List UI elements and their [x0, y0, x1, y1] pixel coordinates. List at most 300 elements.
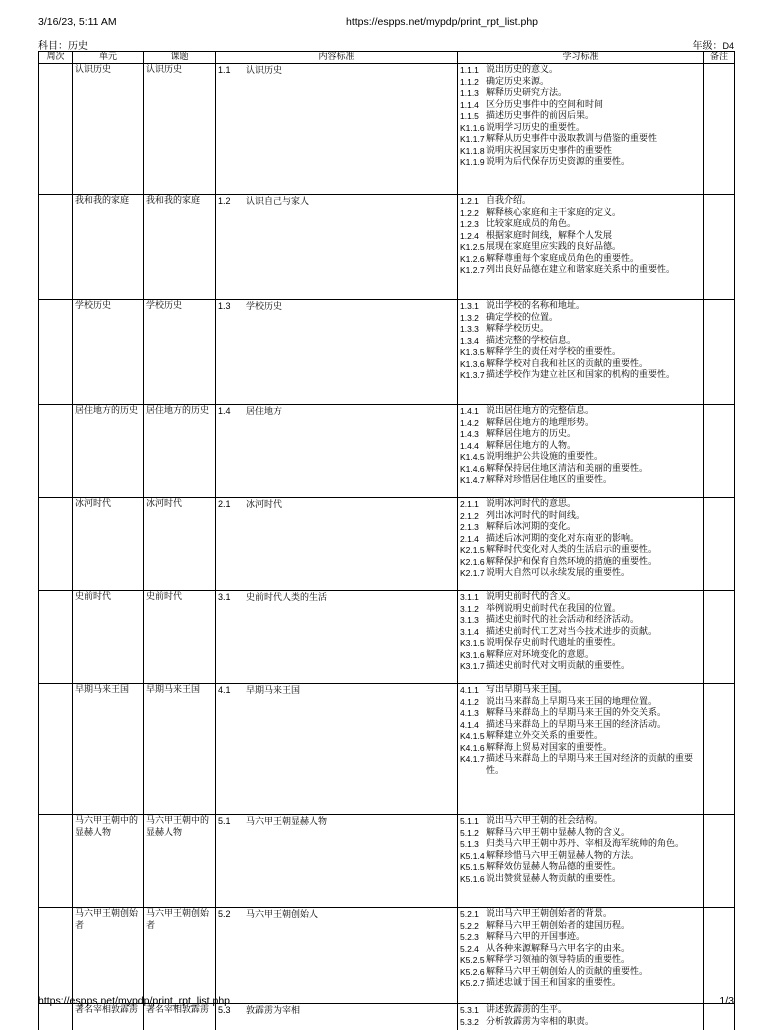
- learning-standard-text: 解释对珍惜居住地区的重要性。: [486, 475, 613, 485]
- table-header-row: [39, 52, 735, 64]
- learning-standard-code: K3.1.7: [460, 661, 485, 671]
- learning-standard-code: 1.2.4: [460, 230, 479, 241]
- learning-standard-text: 描述马来群岛上的早期马来王国对经济的贡献的重要性。: [486, 754, 694, 776]
- content-standard-number: 5.2: [218, 909, 231, 919]
- content-standard-cell: [216, 300, 458, 405]
- learning-standard-item: [460, 909, 701, 921]
- learning-standard-item: [460, 731, 701, 743]
- learning-standard-code: 2.1.3: [460, 522, 479, 532]
- learning-standard-code: 5.3.1: [460, 1005, 479, 1015]
- week-cell: [39, 908, 73, 1004]
- footer-url: https://espps.net/mypdp/print_rpt_list.php: [38, 995, 231, 1007]
- learning-standard-item: [460, 921, 701, 933]
- week-cell: [39, 405, 73, 498]
- learning-standard-text: 解释居住地方的人物。: [486, 440, 577, 451]
- unit-cell: 居住地方的历史: [73, 405, 144, 498]
- learning-standard-item: [460, 301, 701, 313]
- page-number: 1/3: [719, 995, 734, 1007]
- content-standard-number: 5.3: [218, 1005, 231, 1015]
- learning-standard-text: 写出早期马来王国。: [486, 685, 568, 695]
- learning-standard-text: 解释学校对自我和社区的贡献的重要性。: [486, 358, 649, 369]
- content-standard-number: 3.1: [218, 592, 231, 602]
- print-datetime: 3/16/23, 5:11 AM: [38, 16, 117, 28]
- syllabus-table: [38, 51, 735, 1030]
- content-standard-number: 1.3: [218, 301, 231, 311]
- week-cell: [39, 815, 73, 908]
- col-content-standard: 内容标准: [216, 52, 458, 64]
- learning-standard-item: [460, 231, 701, 243]
- learning-standard-item: [460, 77, 701, 89]
- learning-standard-item: [460, 370, 701, 382]
- learning-standard-text: 确定历史来源。: [486, 76, 550, 87]
- learning-standard-code: 3.1.2: [460, 603, 479, 614]
- topic-cell: 马六甲王朝创始者: [144, 908, 216, 1004]
- learning-standard-text: 描述后冰河期的变化对东南亚的影响。: [486, 533, 640, 544]
- learning-standard-code: 1.4.1: [460, 406, 479, 416]
- learning-standard-code: K1.3.7: [460, 370, 485, 380]
- table-row: [39, 300, 735, 405]
- learning-standard-text: 说出历史的意义。: [486, 65, 559, 75]
- learning-standard-code: K5.2.7: [460, 978, 485, 988]
- learning-standard-code: 1.1.3: [460, 88, 479, 98]
- content-standard-text: 马六甲王朝创始人: [246, 910, 319, 920]
- learning-standard-item: [460, 441, 701, 453]
- learning-standard-item: [460, 851, 701, 863]
- week-cell: [39, 1004, 73, 1030]
- learning-standard-item: [460, 615, 701, 627]
- learning-standard-text: 自我介绍。: [486, 196, 532, 206]
- learning-standard-text: 说明史前时代的含义。: [486, 592, 577, 602]
- learning-standard-item: [460, 65, 701, 77]
- table-row: [39, 64, 735, 195]
- learning-standard-code: 1.3.2: [460, 312, 479, 323]
- learning-standard-code: K1.1.9: [460, 157, 485, 167]
- remarks-cell: [704, 64, 735, 195]
- learning-standard-code: 5.2.1: [460, 909, 479, 919]
- learning-standard-item: [460, 336, 701, 348]
- learning-standard-code: K2.1.5: [460, 545, 485, 555]
- learning-standard-item: [460, 534, 701, 546]
- learning-standard-item: [460, 568, 701, 580]
- topic-cell: 著名宰相敦霹雳: [144, 1004, 216, 1030]
- learning-standard-item: [460, 754, 701, 777]
- learning-standard-item: [460, 839, 701, 851]
- learning-standard-text: 说明维护公共设施的重要性。: [486, 452, 604, 462]
- learning-standard-item: [460, 219, 701, 231]
- learning-standard-code: 4.1.3: [460, 708, 479, 718]
- learning-standard-code: 1.4.2: [460, 417, 479, 428]
- learning-standard-item: [460, 406, 701, 418]
- col-learning-standard: 学习标准: [458, 52, 704, 64]
- learning-standard-item: [460, 522, 701, 534]
- learning-standard-text: 解释学习领袖的领导特质的重要性。: [486, 955, 631, 965]
- learning-standard-code: K2.1.7: [460, 568, 485, 578]
- learning-standard-code: 5.2.4: [460, 943, 479, 954]
- learning-standard-code: K5.1.6: [460, 873, 485, 884]
- learning-standard-item: [460, 265, 701, 277]
- learning-standard-code: K1.2.5: [460, 242, 485, 252]
- learning-standard-item: [460, 967, 701, 979]
- learning-standard-item: [460, 627, 701, 639]
- learning-standard-text: 解释学校历史。: [486, 324, 550, 334]
- table-row: [39, 815, 735, 908]
- content-standard-text: 居住地方: [246, 407, 283, 417]
- topic-cell: 冰河时代: [144, 498, 216, 591]
- week-cell: [39, 591, 73, 684]
- learning-standard-text: 解释保护和保育自然环境的措施的重要性。: [486, 556, 658, 567]
- learning-standard-item: [460, 708, 701, 720]
- learning-standard-text: 说出学校的名称和地址。: [486, 301, 586, 311]
- learning-standard-text: 比较家庭成员的角色。: [486, 219, 577, 229]
- unit-cell: 学校历史: [73, 300, 144, 405]
- learning-standard-cell: [458, 405, 704, 498]
- content-standard-cell: [216, 908, 458, 1004]
- content-standard-text: 冰河时代: [246, 500, 283, 510]
- learning-standard-item: [460, 499, 701, 511]
- learning-standard-item: [460, 592, 701, 604]
- learning-standard-code: 2.1.4: [460, 533, 479, 544]
- learning-standard-code: K4.1.5: [460, 731, 485, 741]
- learning-standard-text: 列出冰河时代的时间线。: [486, 510, 586, 521]
- learning-standard-cell: [458, 815, 704, 908]
- grade-info: [692, 37, 734, 52]
- topic-cell: 早期马来王国: [144, 684, 216, 815]
- learning-standard-code: 1.4.4: [460, 440, 479, 451]
- learning-standard-code: K4.1.7: [460, 754, 485, 764]
- learning-standard-code: 3.1.1: [460, 592, 479, 602]
- learning-standard-item: [460, 1017, 701, 1029]
- learning-standard-text: 描述史前时代对文明贡献的重要性。: [486, 661, 631, 671]
- col-topic: 课题: [144, 52, 216, 64]
- learning-standard-text: 解释海上贸易对国家的重要性。: [486, 742, 613, 753]
- week-cell: [39, 195, 73, 300]
- learning-standard-code: 1.1.2: [460, 76, 479, 87]
- learning-standard-code: 5.2.3: [460, 932, 479, 942]
- learning-standard-item: [460, 1005, 701, 1017]
- learning-standard-item: [460, 88, 701, 100]
- content-standard-number: 1.1: [218, 65, 231, 75]
- topic-cell: 史前时代: [144, 591, 216, 684]
- learning-standard-item: [460, 475, 701, 487]
- learning-standard-text: 展现在家庭里应实践的良好品德。: [486, 242, 622, 252]
- unit-cell: 著名宰相敦霹雳: [73, 1004, 144, 1030]
- learning-standard-item: [460, 418, 701, 430]
- learning-standard-text: 从各种来源解释马六甲名字的由来。: [486, 943, 631, 954]
- content-standard-text: 学校历史: [246, 302, 283, 312]
- learning-standard-text: 描述马来群岛上的早期马来王国的经济活动。: [486, 719, 667, 730]
- learning-standard-text: 描述历史事件的前因后果。: [486, 111, 595, 121]
- learning-standard-code: 1.3.3: [460, 324, 479, 334]
- col-unit: 单元: [73, 52, 144, 64]
- learning-standard-item: [460, 743, 701, 755]
- learning-standard-text: 说出赞赏显赫人物贡献的重要性。: [486, 873, 622, 884]
- learning-standard-code: 5.1.2: [460, 827, 479, 838]
- learning-standard-code: K4.1.6: [460, 742, 485, 753]
- learning-standard-item: [460, 697, 701, 709]
- learning-standard-item: [460, 511, 701, 523]
- content-standard-text: 敦霹雳为宰相: [246, 1006, 301, 1016]
- learning-standard-code: K1.4.5: [460, 452, 485, 462]
- learning-standard-text: 解释效仿显赫人物品德的重要性。: [486, 862, 622, 872]
- remarks-cell: [704, 815, 735, 908]
- learning-standard-item: [460, 545, 701, 557]
- learning-standard-item: [460, 720, 701, 732]
- learning-standard-text: 说明冰河时代的意思。: [486, 499, 577, 509]
- learning-standard-code: K1.1.8: [460, 145, 485, 156]
- content-standard-cell: [216, 64, 458, 195]
- learning-standard-code: K5.1.5: [460, 862, 485, 872]
- learning-standard-item: [460, 208, 701, 220]
- learning-standard-code: 4.1.1: [460, 685, 479, 695]
- week-cell: [39, 300, 73, 405]
- learning-standard-code: 5.2.2: [460, 920, 479, 931]
- learning-standard-item: [460, 146, 701, 158]
- remarks-cell: [704, 195, 735, 300]
- content-standard-cell: [216, 591, 458, 684]
- remarks-cell: [704, 684, 735, 815]
- learning-standard-item: [460, 464, 701, 476]
- content-standard-text: 史前时代人类的生活: [246, 593, 328, 603]
- learning-standard-code: 1.1.4: [460, 99, 479, 110]
- learning-standard-code: 3.1.3: [460, 615, 479, 625]
- topic-cell: 认识历史: [144, 64, 216, 195]
- table-row: [39, 908, 735, 1004]
- learning-standard-text: 说明保存史前时代遗址的重要性。: [486, 638, 622, 648]
- learning-standard-text: 解释建立外交关系的重要性。: [486, 731, 604, 741]
- content-standard-cell: [216, 1004, 458, 1030]
- learning-standard-text: 描述完整的学校信息。: [486, 335, 577, 346]
- remarks-cell: [704, 300, 735, 405]
- table-row: [39, 405, 735, 498]
- learning-standard-item: [460, 862, 701, 874]
- grade-label: 年级：: [692, 41, 723, 52]
- learning-standard-item: [460, 978, 701, 990]
- learning-standard-text: 说明学习历史的重要性。: [486, 122, 586, 133]
- learning-standard-code: 1.4.3: [460, 429, 479, 439]
- topic-cell: 我和我的家庭: [144, 195, 216, 300]
- learning-standard-text: 确定学校的位置。: [486, 312, 559, 323]
- learning-standard-text: 解释马六甲的开国事迹。: [486, 932, 586, 942]
- learning-standard-item: [460, 196, 701, 208]
- week-cell: [39, 498, 73, 591]
- learning-standard-item: [460, 242, 701, 254]
- learning-standard-text: 举例说明史前时代在我国的位置。: [486, 603, 622, 614]
- learning-standard-code: K1.1.6: [460, 122, 485, 133]
- col-week: 周次: [39, 52, 73, 64]
- learning-standard-code: K3.1.5: [460, 638, 485, 648]
- learning-standard-cell: [458, 300, 704, 405]
- content-standard-cell: [216, 498, 458, 591]
- learning-standard-item: [460, 874, 701, 886]
- topic-cell: 学校历史: [144, 300, 216, 405]
- learning-standard-item: [460, 324, 701, 336]
- learning-standard-text: 解释珍惜马六甲王朝显赫人物的方法。: [486, 850, 640, 861]
- learning-standard-code: 5.3.2: [460, 1016, 479, 1027]
- unit-cell: 早期马来王国: [73, 684, 144, 815]
- learning-standard-text: 解释保持居住地区清洁和美丽的重要性。: [486, 463, 649, 474]
- col-remarks: 备注: [704, 52, 735, 64]
- week-cell: [39, 684, 73, 815]
- remarks-cell: [704, 591, 735, 684]
- learning-standard-text: 区分历史事件中的空间和时间: [486, 99, 604, 110]
- table-row: [39, 684, 735, 815]
- content-standard-number: 1.4: [218, 406, 231, 416]
- learning-standard-item: [460, 123, 701, 135]
- learning-standard-item: [460, 134, 701, 146]
- learning-standard-code: 1.2.2: [460, 207, 479, 218]
- learning-standard-text: 解释居住地方的历史。: [486, 429, 577, 439]
- learning-standard-text: 解释应对环境变化的意愿。: [486, 649, 595, 660]
- learning-standard-text: 说出马六甲王朝的社会结构。: [486, 816, 604, 826]
- learning-standard-cell: [458, 195, 704, 300]
- table-row: [39, 498, 735, 591]
- unit-cell: 马六甲王朝创始者: [73, 908, 144, 1004]
- print-url: https://espps.net/mypdp/print_rpt_list.php: [346, 16, 539, 28]
- unit-cell: 冰河时代: [73, 498, 144, 591]
- learning-standard-code: 4.1.2: [460, 696, 479, 707]
- learning-standard-code: 3.1.4: [460, 626, 479, 637]
- table-row: [39, 1004, 735, 1030]
- remarks-cell: [704, 405, 735, 498]
- learning-standard-item: [460, 254, 701, 266]
- content-standard-cell: [216, 405, 458, 498]
- learning-standard-cell: [458, 908, 704, 1004]
- learning-standard-code: K1.2.6: [460, 253, 485, 264]
- content-standard-text: 认识历史: [246, 66, 283, 76]
- learning-standard-code: 1.2.3: [460, 219, 479, 229]
- unit-cell: 认识历史: [73, 64, 144, 195]
- learning-standard-cell: [458, 1004, 704, 1030]
- learning-standard-code: 5.1.1: [460, 816, 479, 826]
- learning-standard-item: [460, 944, 701, 956]
- learning-standard-item: [460, 157, 701, 169]
- learning-standard-item: [460, 932, 701, 944]
- content-standard-cell: [216, 195, 458, 300]
- learning-standard-text: 说明为后代保存历史资源的重要性。: [486, 157, 631, 167]
- learning-standard-code: K1.3.5: [460, 347, 485, 357]
- learning-standard-code: K1.3.6: [460, 358, 485, 369]
- learning-standard-code: 1.1.5: [460, 111, 479, 121]
- learning-standard-code: 2.1.1: [460, 499, 479, 509]
- learning-standard-code: K5.2.5: [460, 955, 485, 965]
- learning-standard-text: 解释核心家庭和主干家庭的定义。: [486, 207, 622, 218]
- learning-standard-text: 解释历史研究方法。: [486, 88, 568, 98]
- content-standard-number: 1.2: [218, 196, 231, 206]
- learning-standard-item: [460, 557, 701, 569]
- learning-standard-cell: [458, 591, 704, 684]
- learning-standard-item: [460, 955, 701, 967]
- learning-standard-text: 归类马六甲王朝中苏丹、宰相及海军统帅的角色。: [486, 839, 685, 849]
- content-standard-text: 早期马来王国: [246, 686, 301, 696]
- learning-standard-text: 描述史前时代工艺对当今技术进步的贡献。: [486, 626, 658, 637]
- learning-standard-item: [460, 347, 701, 359]
- learning-standard-item: [460, 661, 701, 673]
- learning-standard-text: 说出马来群岛上早期马来王国的地理位置。: [486, 696, 658, 707]
- remarks-cell: [704, 1004, 735, 1030]
- learning-standard-text: 说出居住地方的完整信息。: [486, 406, 595, 416]
- learning-standard-text: 解释马六甲王朝中显赫人物的含义。: [486, 827, 631, 838]
- learning-standard-code: K1.2.7: [460, 265, 485, 275]
- topic-cell: 马六甲王朝中的显赫人物: [144, 815, 216, 908]
- remarks-cell: [704, 908, 735, 1004]
- remarks-cell: [704, 498, 735, 591]
- learning-standard-text: 讲述敦霹雳的生平。: [486, 1005, 568, 1015]
- content-standard-number: 4.1: [218, 685, 231, 695]
- content-standard-text: 马六甲王朝显赫人物: [246, 817, 328, 827]
- learning-standard-item: [460, 650, 701, 662]
- grade-value: D4: [722, 41, 734, 51]
- topic-cell: 居住地方的历史: [144, 405, 216, 498]
- content-standard-text: 认识自己与家人: [246, 197, 310, 207]
- learning-standard-item: [460, 638, 701, 650]
- learning-standard-code: K1.4.6: [460, 463, 485, 474]
- unit-cell: 我和我的家庭: [73, 195, 144, 300]
- learning-standard-item: [460, 452, 701, 464]
- content-standard-number: 2.1: [218, 499, 231, 509]
- learning-standard-code: 5.1.3: [460, 839, 479, 849]
- learning-standard-text: 列出良好品德在建立和谐家庭关系中的重要性。: [486, 265, 676, 275]
- learning-standard-cell: [458, 498, 704, 591]
- learning-standard-text: 分析敦霹雳为宰相的职责。: [486, 1016, 595, 1027]
- learning-standard-text: 解释从历史事件中汲取教训与借鉴的重要性: [486, 134, 658, 144]
- learning-standard-item: [460, 604, 701, 616]
- learning-standard-code: K2.1.6: [460, 556, 485, 567]
- learning-standard-text: 根据家庭时间线，解释个人发展: [486, 230, 613, 241]
- learning-standard-text: 描述学校作为建立社区和国家的机构的重要性。: [486, 370, 676, 380]
- learning-standard-text: 描述史前时代的社会活动和经济活动。: [486, 615, 640, 625]
- content-standard-cell: [216, 815, 458, 908]
- unit-cell: 史前时代: [73, 591, 144, 684]
- learning-standard-text: 解释居住地方的地理形势。: [486, 417, 595, 428]
- learning-standard-code: 4.1.4: [460, 719, 479, 730]
- learning-standard-code: K5.2.6: [460, 966, 485, 977]
- learning-standard-text: 说明大自然可以永续发展的重要性。: [486, 568, 631, 578]
- learning-standard-text: 解释马六甲王朝创始者的建国历程。: [486, 920, 631, 931]
- content-standard-number: 5.1: [218, 816, 231, 826]
- learning-standard-text: 解释学生的责任对学校的重要性。: [486, 347, 622, 357]
- learning-standard-code: K3.1.6: [460, 649, 485, 660]
- learning-standard-text: 解释后冰河期的变化。: [486, 522, 577, 532]
- learning-standard-code: K1.4.7: [460, 475, 485, 485]
- learning-standard-code: 1.3.4: [460, 335, 479, 346]
- learning-standard-text: 说明庆祝国家历史事件的重要性: [486, 145, 613, 156]
- learning-standard-text: 解释马六甲王朝创始人的贡献的重要性。: [486, 966, 649, 977]
- learning-standard-item: [460, 685, 701, 697]
- learning-standard-cell: [458, 684, 704, 815]
- learning-standard-code: 1.1.1: [460, 65, 479, 75]
- learning-standard-cell: [458, 64, 704, 195]
- learning-standard-item: [460, 429, 701, 441]
- learning-standard-item: [460, 100, 701, 112]
- learning-standard-text: 说出马六甲王朝创始者的背景。: [486, 909, 613, 919]
- table-row: [39, 591, 735, 684]
- table-row: [39, 195, 735, 300]
- learning-standard-text: 解释马来群岛上的早期马来王国的外交关系。: [486, 708, 667, 718]
- learning-standard-text: 解释尊重每个家庭成员角色的重要性。: [486, 253, 640, 264]
- learning-standard-code: K5.1.4: [460, 850, 485, 861]
- content-standard-cell: [216, 684, 458, 815]
- learning-standard-item: [460, 111, 701, 123]
- learning-standard-code: 2.1.2: [460, 510, 479, 521]
- learning-standard-text: 描述忠诚于国王和国家的重要性。: [486, 978, 622, 988]
- learning-standard-item: [460, 359, 701, 371]
- week-cell: [39, 64, 73, 195]
- learning-standard-item: [460, 828, 701, 840]
- learning-standard-item: [460, 313, 701, 325]
- learning-standard-code: 1.3.1: [460, 301, 479, 311]
- subject-label: 科目：历史: [38, 41, 88, 52]
- learning-standard-code: 1.2.1: [460, 196, 479, 206]
